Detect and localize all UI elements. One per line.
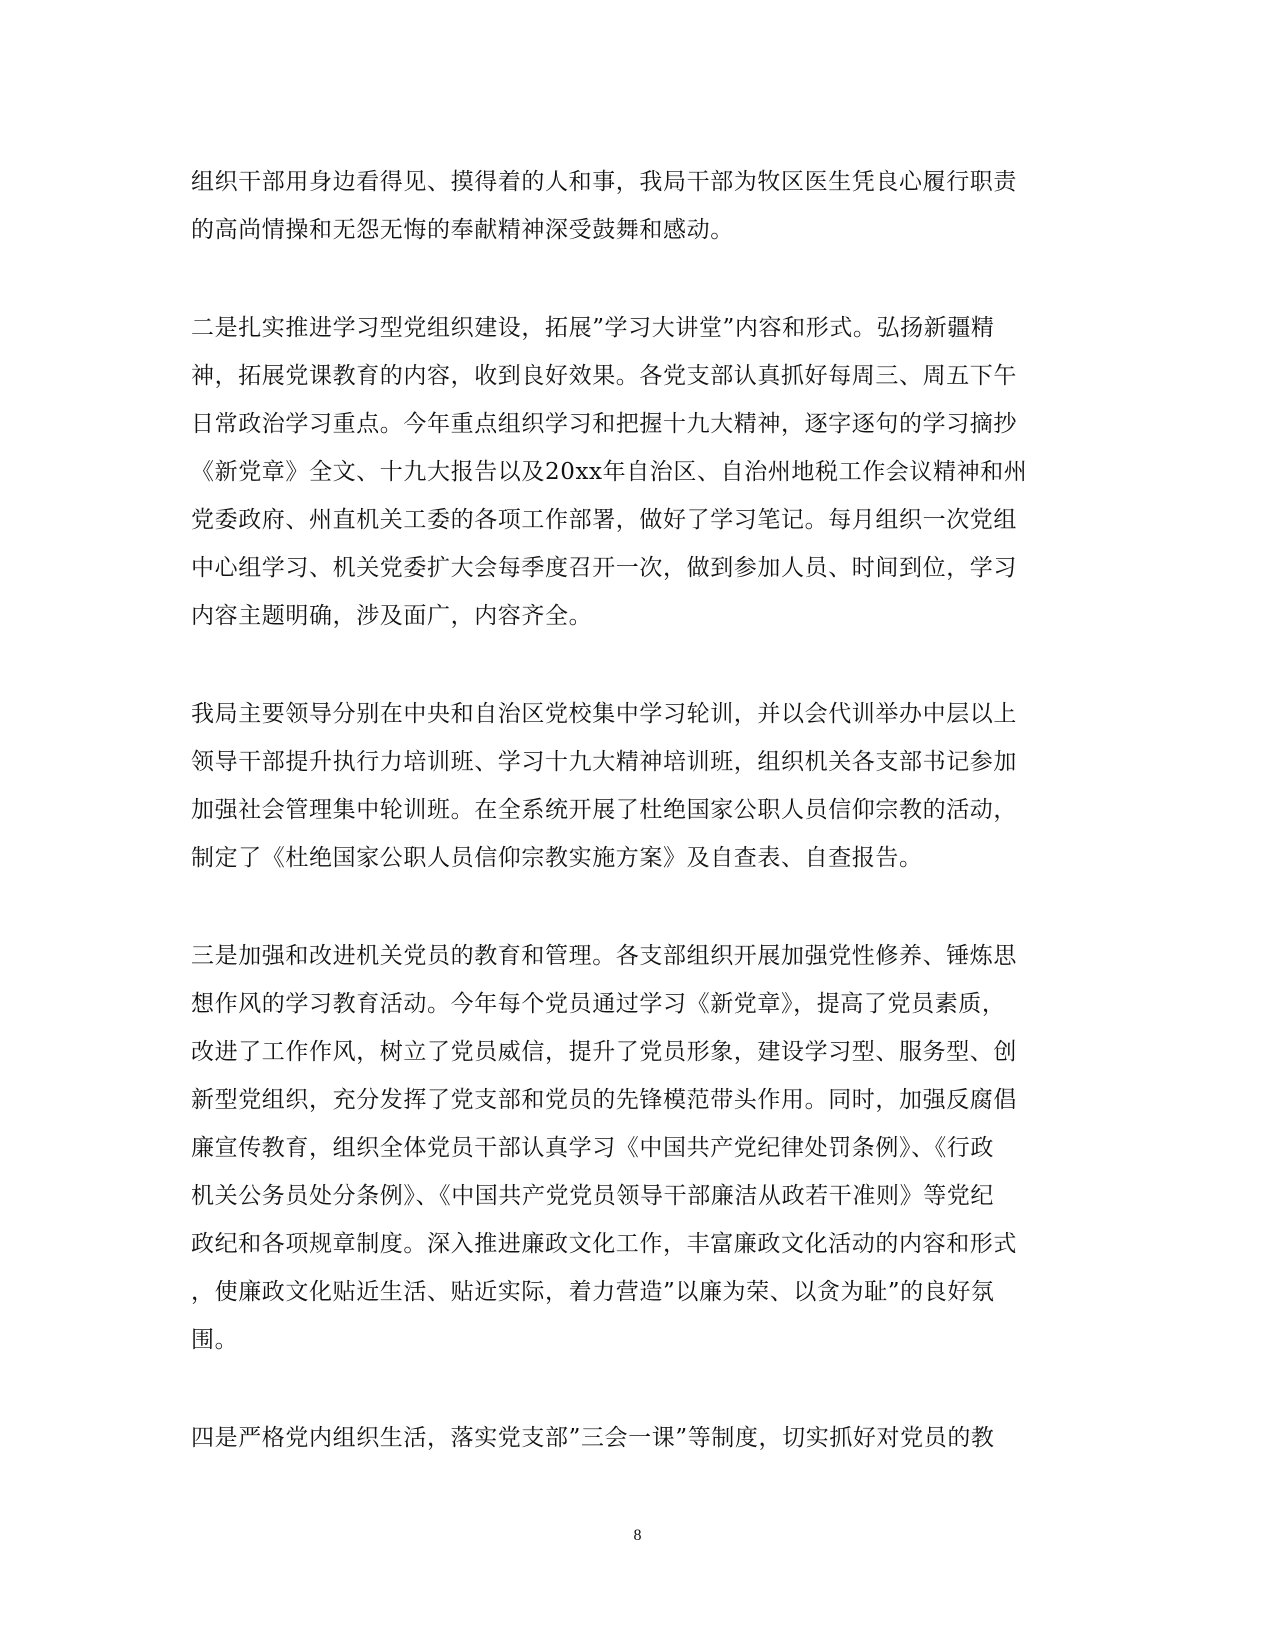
paragraph <box>191 158 1071 254</box>
paragraph <box>191 1414 1071 1462</box>
text-line: 改进了工作作风，树立了党员威信，提升了党员形象，建设学习型、服务型、创 <box>191 1039 1017 1065</box>
paragraph <box>191 690 1071 882</box>
text-line: 《新党章》全文、十九大报告以及20xx年自治区、自治州地税工作会议精神和州 <box>191 459 1028 485</box>
text-line: 新型党组织，充分发挥了党支部和党员的先锋模范带头作用。同时，加强反腐倡 <box>191 1087 1017 1113</box>
text-line: 想作风的学习教育活动。今年每个党员通过学习《新党章》，提高了党员素质， <box>191 991 1006 1017</box>
text-line: 四是严格党内组织生活，落实党支部”三会一课”等制度，切实抓好对党员的教 <box>191 1425 995 1451</box>
page-number: 8 <box>633 1527 642 1544</box>
body-text <box>191 158 1071 1462</box>
text-line: 的高尚情操和无怨无悔的奉献精神深受鼓舞和感动。 <box>191 217 734 243</box>
paragraph <box>191 932 1071 1364</box>
text-line: ，使廉政文化贴近生活、贴近实际，着力营造”以廉为荣、以贪为耻”的良好氛 <box>191 1279 995 1305</box>
text-line: 廉宣传教育，组织全体党员干部认真学习《中国共产党纪律处罚条例》、《行政 <box>191 1135 994 1161</box>
text-line: 加强社会管理集中轮训班。在全系统开展了杜绝国家公职人员信仰宗教的活动， <box>191 797 1017 823</box>
text-line: 我局主要领导分别在中央和自治区党校集中学习轮训，并以会代训举办中层以上 <box>191 701 1017 727</box>
text-line: 中心组学习、机关党委扩大会每季度召开一次，做到参加人员、时间到位，学习 <box>191 555 1017 581</box>
text-line: 组织干部用身边看得见、摸得着的人和事，我局干部为牧区医生凭良心履行职责 <box>191 169 1017 195</box>
text-line: 党委政府、州直机关工委的各项工作部署，做好了学习笔记。每月组织一次党组 <box>191 507 1017 533</box>
text-line: 日常政治学习重点。今年重点组织学习和把握十九大精神，逐字逐句的学习摘抄 <box>191 411 1017 437</box>
text-line: 内容主题明确，涉及面广，内容齐全。 <box>191 603 593 629</box>
text-line: 政纪和各项规章制度。深入推进廉政文化工作，丰富廉政文化活动的内容和形式 <box>191 1231 1017 1257</box>
text-line: 围。 <box>191 1327 239 1353</box>
text-line: 神，拓展党课教育的内容，收到良好效果。各党支部认真抓好每周三、周五下午 <box>191 363 1017 389</box>
text-line: 二是扎实推进学习型党组织建设，拓展”学习大讲堂”内容和形式。弘扬新疆精 <box>191 315 995 341</box>
paragraph <box>191 304 1071 640</box>
text-line: 三是加强和改进机关党员的教育和管理。各支部组织开展加强党性修养、锤炼思 <box>191 943 1017 969</box>
text-line: 领导干部提升执行力培训班、学习十九大精神培训班，组织机关各支部书记参加 <box>191 749 1017 775</box>
text-line: 机关公务员处分条例》、《中国共产党党员领导干部廉洁从政若干准则》等党纪 <box>191 1183 994 1209</box>
text-line: 制定了《杜绝国家公职人员信仰宗教实施方案》及自查表、自查报告。 <box>191 845 923 871</box>
